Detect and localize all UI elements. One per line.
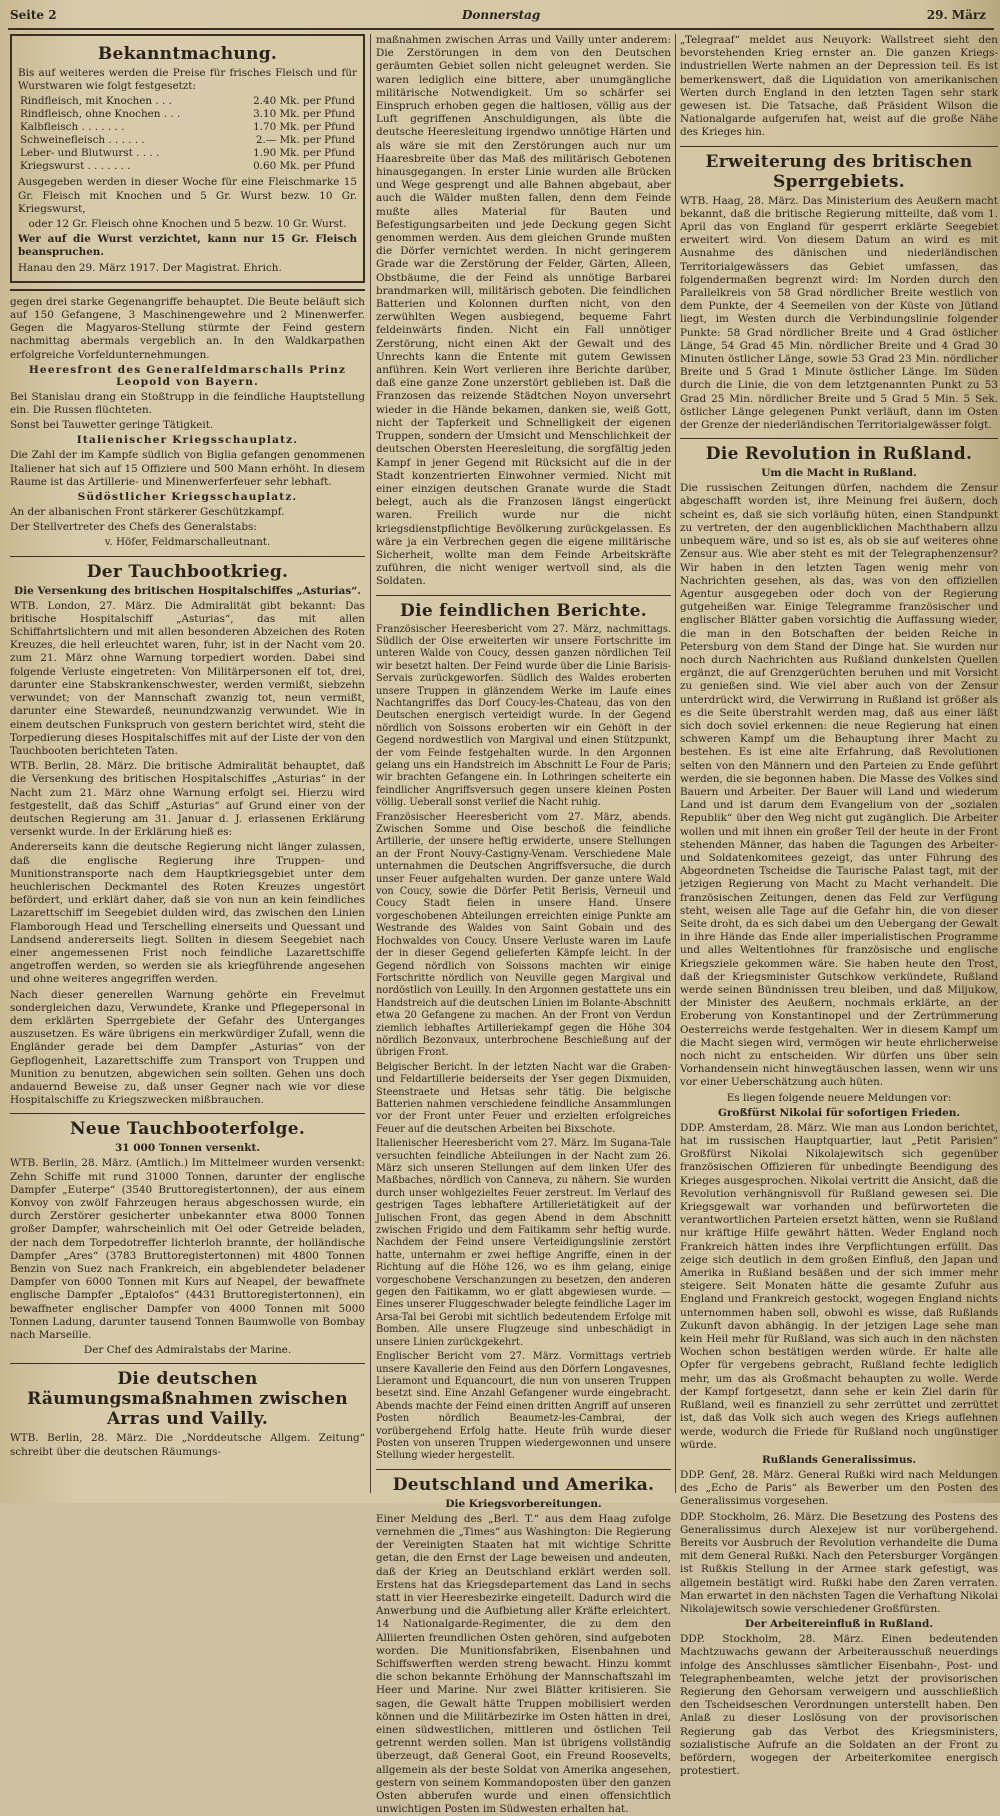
article-paragraph: Die russischen Zeitungen dürfen, nachdem die Zensur abgeschafft worden ist, ihre Meinung frei äußern, doch scheint es, daß sie sich vorläufig hüten, einen Standpunkt zu vertreten, der den augenblicklichen Machthabern allzu unbequem wäre, und so ist es, als ob sie auf weiteres ohne Zensur aus. Wie aber steht es mit der Telegraphenzensur? Wir haben in den letzten Tagen wenig mehr von Nachrichten gesehen, als das, was von den offiziellen Agentur ausgegeben oder doch von der Regierung gutgeheißen war. Einige Telegramme französischer und englischer Blätter gaben vorsichtig die Auffassung wieder, die man in den Botschaften der beiden Reiche in Petersburg von dem Stand der Dinge hat. Sie wurden nur noch durch Nachrichten aus Rußland dunkelsten Quellen ergänzt, die auf Grenzgerüchten beruhen und mit Vorsicht zu genießen sind. Wie viel aber auch von der Zensur unterdrückt wird, die Verwirrung in Rußland ist größer als es die Seite überstrahlt werden mag, daß aus einer läßt sich doch soviel erkennen: die neue Regierung hat einen schweren Kampf um die Behauptung ihrer Macht zu bestehen. Es ist eine alte Erfahrung, daß Revolutionen selten von den Männern und den Parteien zu Ende geführt werden, die sie begonnen haben. Die Masse des Volkes sind Bauern und Arbeiter. Der Bauer will Land und wiederum Land und ist darum dem Evangelium von der „sozialen Republik“ über den Weg nicht gut zugänglich. Die Arbeiter wollen und mit ihnen ein großer Teil der heute in der Front stehenden Männer, das haben die Tagungen des Arbeiter- und Soldatenkomitees gezeigt, das unter Führung des Abgeordneten Tscheidse die Taurische Palast tagt, mit der jetzigen Regierung von Macht zu Macht verhandelt. Die französischen Zeitungen, denen das Feld zur Verfügung steht, weisen alle Tage auf die Gefahr hin, die von dieser Seite droht, da es sich dabei um den Uebergang der Gewalt in ihre Hände das Ende aller imperialistischen Programme und alles Weltentlohnes für französische und englische Kriegsziele gekommen wäre. Sie haben heute den Trost, daß der Kriegsminister Gutschkow verkündete, Rußland werde seinen Bündnissen treu bleiben, und daß Miljukow, der Minister des Aeußern, nochmals erklärte, an der Eroberung von Konstantinopel und der Zertrümmerung Oesterreichs werde festgehalten. Wer in diesem Kampf um die Macht siegen wird, vermögen wir heute ehrlicherweise noch nicht zu entscheiden. Wir dürfen uns über sein Vorhandensein nicht hinwegtäuschen lassen, wenn wir uns vor einer Ueberschätzung auch hüten. bbox=[680, 482, 998, 1089]
article-paragraph: „Telegraaf“ meldet aus Neuyork: Wallstreet sieht den bevorstehenden Krieg ernster an. Die ganzen Kriegs-industriellen Werte nahmen an der Depression teil. Es ist bemerkenswert, daß die Liquidation von amerikanischen Werten durch England in den letzten Tagen sehr stark gewesen ist. Die Tatsache, daß Präsident Wilson die Nationalgarde aufgerufen hat, weist auf die große Nähe des Krieges hin. bbox=[680, 34, 998, 139]
subheadline-kriegsvorbereitungen: Die Kriegsvorbereitungen. bbox=[445, 1497, 602, 1510]
price-row bbox=[18, 95, 357, 108]
price-value: 2.40 Mk. per Pfund bbox=[253, 95, 355, 108]
price-value: 3.10 Mk. per Pfund bbox=[253, 108, 355, 121]
column-rule-1 bbox=[370, 34, 371, 1493]
headline-revolution: Die Revolution in Rußland. bbox=[705, 444, 973, 465]
report-signature-name: v. Höfer, Feldmarschalleutnant. bbox=[104, 536, 271, 549]
article-signature: Der Chef des Admiralstabs der Marine. bbox=[83, 1344, 292, 1357]
price-row bbox=[18, 147, 357, 160]
article-paragraph: Andererseits kann die deutsche Regierung nicht länger zulassen, daß die englische Regierung ihre Truppen- und Munitionstransporte nach dem Hauptkriegsgebiet unter dem heuchlerischen Deckmantel des Roten Kreuzes ungestört befördert, und erklärt daher, daß sie von nun an kein feindliches Lazarettschiff im Seegebiet dulden wird, das zwischen den Linien Flamborough Head und Terschelling einerseits und Quessant und Landsend andererseits liegt. Sollten in diesem Seegebiet nach einer angemessenen Frist noch feindliche Lazarettschiffe angetroffen werden, so werden sie als kriegführende angesehen und ohne weiteres angegriffen werden. bbox=[10, 841, 365, 986]
headline-deutschland-amerika: Deutschland und Amerika. bbox=[392, 1474, 655, 1495]
notice-title: Bekanntmachung. bbox=[97, 44, 278, 64]
article-paragraph: WTB. Haag, 28. März. Das Ministerium des Aeußern macht bekannt, daß die britische Regierung mitteilte, daß vom 1. April das von England für gesperrt erklärte Seegebiet erweitert wird. Von diesem Datum an wird es mit Ausnahme des dänischen und niederländischen Territorialgewässers das Gebiet umfassen, das folgendermaßen begrenzt wird: Im Norden durch den Parallelkreis von 58 Grad nördlicher Breite westlich von dem Punkte, der 4 Seemeilen von der Küste von Jütland liegt, im Westen durch die Verbindungslinie folgender Punkte: 58 Grad nördlicher Breite und 4 Grad östlicher Länge, 54 Grad 45 Min. nördlicher Breite und 4 Grad 30 Minuten östlicher Länge, sowie 53 Grad 23 Min. nördlicher Breite und 5 Grad 1 Minute östlicher Länge. Im Süden durch die Linie, die von dem letztgenannten Punkt zu 53 Grad 25 Min. nördlicher Breite und 5 Grad 5 Min. 5 Sek. östlicher Länge gelegenen Punkt verläuft, dann im Osten der Grenze der niederländischen Territorialgewässer folgt. bbox=[680, 194, 998, 432]
enemy-reports bbox=[376, 624, 671, 1463]
headline-tauchbootkrieg: Der Tauchbootkrieg. bbox=[86, 561, 289, 582]
report-english: Englischer Bericht vom 27. März. Vormittags vertrieb unsere Kavallerie den Feind aus den Dörfern Longavesnes, Lieramont und Equancourt, die nun von unseren Truppen besetzt sind. Eine Anzahl Gefangener wurde eingebracht. Abends machte der Feind einen dritten Angriff auf unseren Posten nördlich Beaumetz-les-Cambrai, der vorübergehend Erfolg hatte. Heute früh wurde dieser Posten von unseren Truppen wiedergewonnen und unsere Stellung wieder hergestellt. bbox=[376, 1351, 671, 1462]
subheadline-generalissimus: Rußlands Generalissimus. bbox=[761, 1453, 917, 1466]
notice-text-1: Ausgegeben werden in dieser Woche für eine Fleischmarke 15 Gr. Fleisch mit Knochen und 5 Gr. Wurst bezw. 10 Gr. Kriegswurst, bbox=[18, 176, 357, 215]
article-paragraph: WTB. Berlin, 28. März. (Amtlich.) Im Mittelmeer wurden versenkt: Zehn Schiffe mit rund 31000 Tonnen, darunter der englische Dampfer „Euterpe“ (3540 Bruttoregistertonnen), der aus einem Konvoy von zwölf Fahrzeugen heraus abgeschossen wurde, ein durch Zerstörer gesicherter unbekannter etwa 8000 Tonnen großer Dampfer, wahrscheinlich mit Oel oder Getreide beladen, der nach dem Torpedotreffer lichterloh brannte, der holländische Dampfer „Ares“ (3783 Bruttoregistertonnen) mit 4800 Tonnen Benzin von Suez nach Frankreich, ein abgeblendeter beladener Dampfer von 6000 Tonnen mit Kurs auf Neapel, der bewaffnete englische Dampfer „Eptalofos“ (4431 Bruttoregistertonnen), ein bewaffneter englischer Dampfer von 4000 Tonnen mit 5000 Tonnen Ladung, darunter tausend Tonnen Baumwolle von Bombay nach Marseille. bbox=[10, 1157, 365, 1342]
front-heading-leopold: Heeresfront des Generalfeldmarschalls Prinz Leopold von Bayern. bbox=[28, 363, 347, 388]
column-rule-2 bbox=[675, 34, 676, 1493]
subheadline-macht: Um die Macht in Rußland. bbox=[761, 467, 917, 480]
report-paragraph: Bei Stanislau drang ein Stoßtrupp in die feindliche Hauptstellung ein. Die Russen flüchteten. bbox=[10, 390, 365, 417]
report-french-morning: Französischer Heeresbericht vom 27. März, nachmittags. Südlich der Oise erweiterten wir unsere Fortschritte im unteren Walde von Coucy, dessen ganzen nördlichen Teil wir besetzt halten. Der Feind wurde über die Linie Barisis-Servais zurückgeworfen. Südlich des Waldes eroberten unsere Truppen in glänzendem Werke im Laufe eines Nachtangriffes das Dorf Coucy-les-Chateau, das von den Deutschen energisch verteidigt wurde. In der Gegend nördlich von Soissons eroberten wir ein Gehöft in der Gegend nordwestlich von Margival und einen Stützpunkt, der vom Feinde festgehalten wurde. In den Argonnen gelang uns ein Handstreich im Abschnitt Le Four de Paris; wir brachten Gefangene ein. In Lothringen scheiterte ein feindlicher Angriffsversuch gegen unsere kleinen Posten völlig. Ueberall sonst verlief die Nacht ruhig. bbox=[376, 623, 671, 809]
price-item: Rindfleisch, ohne Knochen . . . bbox=[20, 108, 181, 121]
price-value: 0.60 Mk. per Pfund bbox=[253, 160, 355, 173]
article-paragraph: DDP. Stockholm, 28. März. Einen bedeutenden Machtzuwachs gewann der Arbeiterausschuß neuerdings infolge des Anschlusses sämtlicher Eisenbahn-, Post- und Telegraphenbeamten, welche jetzt der provisorischen Regierung den Gehorsam verweigern und ausschließlich den Tscheidseschen Verordnungen unterstellt haben. Den Anlaß zu dieser Loslösung von der provisorischen Regierung gab das Verbot des Kriegsministers, sozialistische Aufrufe an die Soldaten an der Front zu befördern, wogegen der Arbeiterkomitee energisch protestiert. bbox=[680, 1633, 998, 1778]
front-heading-southeast: Südöstlicher Kriegsschauplatz. bbox=[77, 491, 298, 504]
column-1 bbox=[10, 34, 365, 1495]
separator bbox=[10, 1363, 365, 1364]
subheadline-tonnage: 31 000 Tonnen versenkt. bbox=[114, 1142, 260, 1155]
article-paragraph: Nach dieser generellen Warnung gehörte ein Frevelmut sondergleichen dazu, Verwundete, Kranke und Pflegepersonal in dem erklärten Sperrgebiete der Gefahr des Unterganges auszusetzen. Es wäre übrigens ein merkwürdiger Zufall, wenn die Engländer gerade bei dem Dampfer „Asturias“ von der Gepflogenheit, Lazarettschiffe zum Transport von Truppen und Munition zu benutzen, abgewichen sein sollten. Gehen uns doch andauernd Beweise zu, daß unser Gegner nach wie vor diese Hospitalschiffe zu Kriegszwecken mißbrauchen. bbox=[10, 988, 365, 1107]
notice-signature: Hanau den 29. März 1917. Der Magistrat. Ehrich. bbox=[18, 261, 282, 274]
subheadline-arbeitereinfluss: Der Arbeitereinfluß in Rußland. bbox=[745, 1618, 933, 1631]
price-item: Kriegswurst . . . . . . . bbox=[20, 160, 131, 173]
price-item: Schweinefleisch . . . . . . bbox=[20, 134, 145, 147]
price-item: Kalbfleisch . . . . . . . bbox=[20, 121, 125, 134]
price-value: 2.— Mk. per Pfund bbox=[255, 134, 355, 147]
subheadline-nikolai: Großfürst Nikolai für sofortigen Frieden. bbox=[717, 1106, 961, 1119]
report-paragraph: An der albanischen Front stärkerer Geschützkampf. bbox=[10, 506, 285, 519]
magistrat-notice bbox=[10, 34, 365, 283]
report-paragraph: Sonst bei Tauwetter geringe Tätigkeit. bbox=[10, 419, 214, 432]
price-row bbox=[18, 108, 357, 121]
price-row bbox=[18, 121, 357, 134]
report-italian: Italienischer Heeresbericht vom 27. März. Im Sugana-Tale versuchten feindliche Abteilungen in der Nacht zum 26. März sich unseren Stellungen auf dem linken Ufer des Maßbaches, nördlich von Canneva, zu nähern. Sie wurden durch unser wohlgezieltes Feuer zerstreut. Im Verlauf des gestrigen Tages lebhaftere Artillerietätigkeit auf der Julischen Front, das gegen Abend in dem Abschnitt zwischen Frigido und dem Faitikamm sehr heftig wurde. Nachdem der Feind unsere Verteidigungslinie zerstört hatte, unternahm er zwei heftige Angriffe, einen in der Richtung auf die Höhe 126, wo es ihm gelang, einige vorgeschobene Verschanzungen zu besetzen, den anderen gegen den Faitikamm, wo er glatt abgewiesen wurde. — Eines unserer Fluggeschwader belegte feindliche Lager im Arsa-Tal bei Gerobi mit sichtlich bedeutendem Erfolge mit Bomben. Alle unsere Flugzeuge sind unbeschädigt in unsere Linien zurückgekehrt. bbox=[376, 1138, 671, 1348]
headline-neue-tauchbooterfolge: Neue Tauchbooterfolge. bbox=[69, 1119, 306, 1140]
page-header bbox=[0, 4, 1000, 26]
article-paragraph: DDP. Amsterdam, 28. März. Wie man aus London berichtet, hat im russischen Hauptquartier, laut „Petit Parisien“ Großfürst Nikolai Nikolajewitsch sich gegenüber französischen Offizieren für unbedingte Beendigung des Krieges ausgesprochen. Nikolai vertritt die Ansicht, daß die Revolution verhängnisvoll für Rußland gewesen sei. Die Kriegsgewalt war vorhanden und befürworteten die verantwortlichen Parteien ersetzt hätten, wenn sie Rußland nur kräftige Hilfe gewährt hätten. Weder England noch Frankreich hätten indes ihre Verpflichtungen erfüllt. Das zeige sich deutlich in dem großen Einfluß, den Japan und Amerika in Rußland besäßen und der sich immer mehr steigere. Seit Monaten hätte die gesamte Zufuhr aus England und Frankreich gestockt, wogegen England nichts unternommen haben soll, obwohl es wisse, daß Rußlands Zukunft davon abhängig. In der jetzigen Lage sehe man kein Heil mehr für Rußland, was sich auch in den nächsten Wochen schon bestätigen werden würde. Er halte alle Opfer für vergebens gebracht, Rußland fechte lediglich mehr, um das als Großmacht behaupten zu wolle. Werde der Kampf fortgesetzt, dann sehe er kein Ziel darin für Rußland, weil es finanziell zu sehr zerrüttet und zerrüttet ist, daß das Volk sich auch wegen des Kriegs auflehnen werde, wodurch die Friede für Rußland noch ungünstiger würde. bbox=[680, 1121, 998, 1451]
separator bbox=[680, 438, 998, 439]
article-paragraph: DDP. Genf, 28. März. General Rußki wird nach Meldungen des „Echo de Paris“ als Bewerber um den Posten des Generalissimus vorgesehen. bbox=[680, 1468, 998, 1508]
separator bbox=[680, 146, 998, 147]
front-heading-italy: Italienischer Kriegsschauplatz. bbox=[76, 434, 299, 447]
price-item: Rindfleisch, mit Knochen . . . bbox=[20, 95, 172, 108]
weekday: Donnerstag bbox=[462, 8, 541, 22]
report-signature: Der Stellvertreter des Chefs des Generalstabs: bbox=[10, 521, 257, 534]
article-paragraph: maßnahmen zwischen Arras und Vailly unter anderem: Die Zerstörungen in dem von den Deutschen geräumten Gebiet sollen nicht geleugnet werden. Sie waren lediglich eine bittere, aber unumgängliche militärische Notwendigkeit. Um so schärfer sei Einspruch erhoben gegen die haltlosen, völlig aus der Luft gegriffenen Anschuldigungen, als übte die deutsche Heeresleitung irgendwo unnötige Härten und als wäre sie mit den Zerstörungen auch nur um Haaresbreite über das Maß des militärisch Gebotenen hinausgegangen. In erster Linie wurden alle Brücken und Wege gesprengt und alle Bahnen abgebaut, aber auch die Wälder mußten fallen, denn dem Feinde mußte alles Material für Bauten und Befestigungsarbeiten und jede Deckung gegen Sicht genommen werden. Aus dem gleichen Grunde mußten die Dörfer vernichtet werden. In nicht geringerem Grade war die Zerstörung der Felder, Gärten, Alleen, Obstbäume, die der Feind als unnötige Barbarei brandmarken will, militärisch geboten. Die feindlichen Batterien und Kolonnen durften nicht, von den zerwühlten Wegen ausbiegend, bequeme Fahrt feldeinwärts finden. Nicht ein Fall unnötiger Zerstörung, nicht einen Akt der Gewalt und des Unrechts kann die Entente mit gutem Gewissen anführen. Kein Wort verlieren ihre Berichte darüber, daß eine ganze Zone unzerstört geblieben ist. Daß die Franzosen das reizende Städtchen Noyon unversehrt wieder in die Hände bekamen, danken sie, weiß Gott, nicht der Tapferkeit und Schnelligkeit der eigenen Truppen, sondern der Umsicht und Menschlichkeit der deutschen Obersten Heeresleitung, die sorgfältig jeden Kampf in jener Gegend mit Rücksicht auf die in der Stadt konzentrierten Einwohner vermied. Nicht mit einer einzigen deutschen Granate wurde die Stadt belegt, auch als die Franzosen längst eingerückt waren. Freilich wurde nur die nicht kriegsdienstpflichtige Bevölkerung zurückgelassen. Es wäre ja ein Verbrechen gegen die eigene militärische Sicherheit, wollte man dem Feinde Arbeitskräfte zuführen, die nicht weniger wertvoll sind, als die Soldaten. bbox=[376, 34, 671, 588]
subheadline-asturias: Die Versenkung des britischen Hospitalschiffes „Asturias“. bbox=[14, 584, 361, 597]
article-paragraph: WTB. London, 27. März. Die Admiralität gibt bekannt: Das britische Hospitalschiff „Asturias“, das mit allen Schiffahrtslichtern und mit allen besonderen Abzeichen des Roten Kreuzes, die hell erleuchtet waren, fuhr, ist in der Nacht vom 20. zum 21. März ohne Warnung torpediert worden. Dabei sind folgende Verluste eingetreten: Von Militärpersonen elf tot, drei, darunter eine Stabskrankenschwester, werden vermißt, siebzehn verwundet; von der Mannschaft zwanzig tot, neun vermißt, darunter eine Stewardeß, neunundzwanzig verwundet. Wie in einem deutschen Funkspruch von gestern berichtet wird, steht die Torpedierung dieses Hospitalschiffes mit auf der Liste der von den Tauchbooten berichteten Taten. bbox=[10, 599, 365, 757]
article-paragraph: WTB. Berlin, 28. März. Die britische Admiralität behauptet, daß die Versenkung des britischen Hospitalschiffes „Asturias“ in der Nacht zum 21. März ohne Warnung erfolgt sei. Hierzu wird festgestellt, daß das Schiff „Asturias“ auf Grund einer von der deutschen Regierung am 31. Januar d. J. erlassenen Erklärung versenkt wurde. In der Erklärung hieß es: bbox=[10, 760, 365, 839]
separator bbox=[10, 556, 365, 557]
page-number: Seite 2 bbox=[10, 8, 57, 22]
separator bbox=[10, 289, 365, 291]
price-value: 1.90 Mk. per Pfund bbox=[253, 147, 355, 160]
price-row bbox=[18, 160, 357, 173]
notice-text-2: oder 12 Gr. Fleisch ohne Knochen und 5 bezw. 10 Gr. Wurst. bbox=[28, 218, 347, 231]
issue-date: 29. März bbox=[926, 8, 986, 22]
header-rule bbox=[8, 28, 994, 30]
column-2 bbox=[376, 34, 671, 1816]
article-paragraph: DDP. Stockholm, 26. März. Die Besetzung des Postens des Generalissimus durch Alexejew ist nur vorübergehend. Bereits vor Ausbruch der Revolution verhandelte die Duma mit dem General Rußki. Nach den Petersburger Vorgängen ist Rußkis Stellung in der Armee stark gefestigt, was allgemein bestätigt wird. Rußki habe den Zaren verraten. Man erwartet in den nächsten Tagen die Verhaftung Nikolai Nikolajewitsch sowie verschiedener Großfürsten. bbox=[680, 1510, 998, 1615]
article-paragraph: Einer Meldung des „Berl. T.“ aus dem Haag zufolge vernehmen die „Times“ aus Washington: Die Regierung der Vereinigten Staaten hat mit wichtige Schritte getan, die den Ernst der Lage beweisen und andeuten, daß der Krieg an Deutschland erklärt werden soll. Erstens hat das Kriegsdepartement das Land in sechs statt in vier Heeresbezirke eingeteilt. Dadurch wird die Anwerbung und die Aufbietung aller Kräfte erleichtert. 14 Nationalgarde-Regimenter, die zu dem den Alliierten freundlichen Osten gehören, sind aufgeboten worden. Die Munitionsfabriken, Eisenbahnen und Schiffswerften werden streng bewacht. Hinzu kommt die schon bekannte Erhöhung der Mannschaftszahl im Heer und Marine. Nur zwei Blätter kritisieren. Sie sagen, die Gewalt hätte Truppen mobilisiert werden können und die Militärbezirke im Osten hätten in drei, einen südwestlichen, mittleren und östlichen Teil getrennt werden sollen. Man ist übrigens vollständig überzeugt, daß General Goot, ein Freund Roosevelts, allgemein als der beste Soldat von Amerika angesehen, gestern von seinem Kommandoposten über den ganzen Osten abberufen wurde und einen offensichtlich unwichtigen Posten im Südwesten erhalten hat. bbox=[376, 1512, 671, 1816]
price-item: Leber- und Blutwurst . . . . bbox=[20, 147, 160, 160]
report-paragraph: Die Zahl der im Kampfe südlich von Biglia gefangen genommenen Italiener hat sich auf 15 Offiziere und 500 Mann erhöht. In diesem Raume ist das Artillerie- und Minenwerferfeuer sehr lebhaft. bbox=[10, 449, 365, 488]
notice-intro: Bis auf weiteres werden die Preise für frisches Fleisch und für Wurstwaren wie folgt festgesetzt: bbox=[18, 67, 357, 93]
notice-text-3: Wer auf die Wurst verzichtet, kann nur 15 Gr. Fleisch beanspruchen. bbox=[18, 233, 357, 259]
headline-raeumung: Die deutschen Räumungsmaßnahmen zwischen Arras und Vailly. bbox=[27, 1369, 348, 1430]
price-row bbox=[18, 134, 357, 147]
report-belgian: Belgischer Bericht. In der letzten Nacht war die Graben- und Feldartillerie beiderseits der Yser gegen Dixmuiden, Steenstraete und Hetsas sehr tätig. Die belgische Batterien nahmen verschiedene feindliche Ansammlungen vor der Front unter Feuer und erzielten erfolgreiches Feuer auf die deutschen Arbeiten bei Bixschote. bbox=[376, 1061, 671, 1135]
price-table bbox=[18, 95, 357, 173]
report-paragraph: gegen drei starke Gegenangriffe behauptet. Die Beute beläuft sich auf 150 Gefangene, 3 Maschinengewehre und 2 Minenwerfer. Gegen die Magyaros-Stellung stürmte der Feind gestern nachmittag abermals vergeblich an. In den Waldkarpathen erfolgreiche Vorfeldunternehmungen. bbox=[10, 295, 365, 361]
separator bbox=[376, 595, 671, 596]
report-french-evening: Französischer Heeresbericht vom 27. März, abends. Zwischen Somme und Oise beschoß die feindliche Artillerie, der unsere heftig erwiderte, unsere Stellungen an der Front Nouvy-Castigny-Venam. Verschiedene Male unternahmen die Deutschen Angriffsversuche, die durch unser Feuer aufgehalten wurden. Der ganze untere Wald von Coucy, sowie die Dörfer Petit Berisis, Verneuil und Coucy Stadt fielen in unsere Hand. Unsere vorgeschobenen Abteilungen erreichten einige Punkte am Westrande des Waldes von Saint Gobain und des Hochwaldes von Coucy. Unsere Verluste waren im Laufe der in dieser Gegend gelieferten Kämpfe leicht. In der Gegend nördlich von Soissons machten wir einige Fortschritte nördlich von Neuville gegen Margival und nordöstlich von Leuilly. In den Argonnen gestattete uns ein Handstreich auf die deutschen Linien im Bolante-Abschnitt etwa 20 Gefangene zu machen. An der Front von Verdun ziemlich lebhaftes Artilleriekampf gegen die Höhe 304 nördlich Bezonvaux, unterbrochene Beschießung auf der übrigen Front. bbox=[376, 811, 671, 1059]
separator bbox=[376, 1469, 671, 1470]
article-paragraph: Es liegen folgende neuere Meldungen vor: bbox=[726, 1091, 952, 1104]
headline-feindliche-berichte: Die feindlichen Berichte. bbox=[400, 600, 647, 621]
column-3 bbox=[680, 34, 998, 1778]
separator bbox=[10, 1113, 365, 1114]
price-value: 1.70 Mk. per Pfund bbox=[253, 121, 355, 134]
article-paragraph: WTB. Berlin, 28. März. Die „Norddeutsche Allgem. Zeitung“ schreibt über die deutschen Räumungs- bbox=[10, 1432, 365, 1458]
headline-sperrgebiet: Erweiterung des britischen Sperrgebiets. bbox=[705, 151, 973, 192]
